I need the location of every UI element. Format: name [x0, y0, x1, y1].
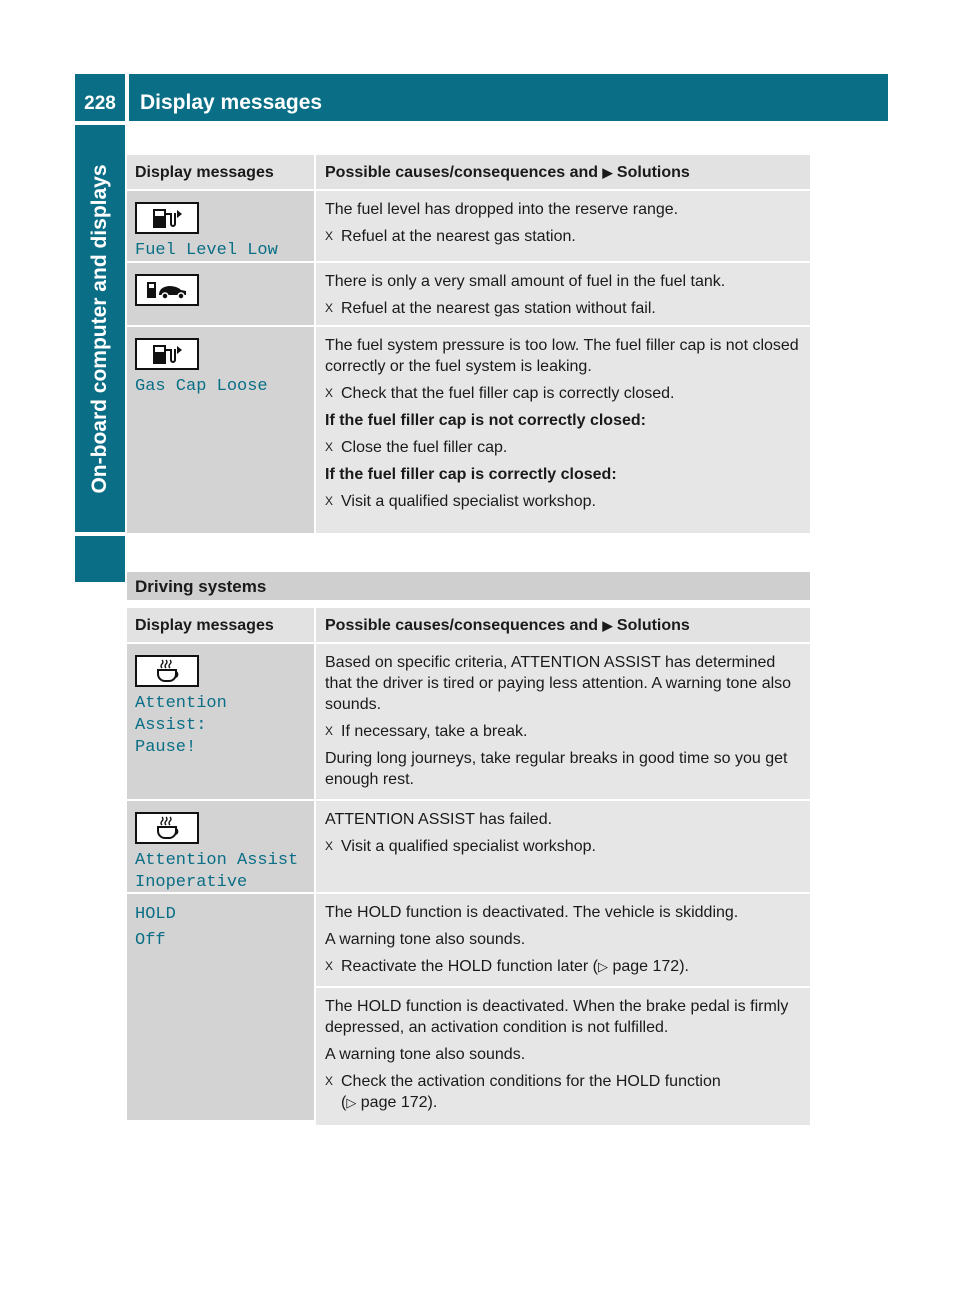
page-reference[interactable]: page 172). — [608, 958, 689, 975]
solution-arrow-icon: ▶ — [602, 165, 613, 180]
display-message: Gas Cap Loose — [135, 377, 268, 396]
solution-cell: There is only a very small amount of fuel in the fuel tank. X Refuel at the nearest gas station without fail. — [314, 263, 810, 325]
section-title: Driving systems — [127, 572, 810, 600]
step-arrow-icon: X — [325, 494, 334, 508]
solution-step: X Reactivate the HOLD function later (▷ page 172). — [325, 958, 689, 975]
side-tab-label: On-board computer and displays — [88, 164, 111, 494]
solution-cell: The fuel level has dropped into the reserve range. X Refuel at the nearest gas station. — [314, 191, 810, 261]
solution-step: X If necessary, take a break. — [325, 723, 528, 740]
step-arrow-icon: X — [325, 959, 334, 973]
step-arrow-icon: X — [325, 386, 334, 400]
display-message: Fuel Level Low — [135, 241, 278, 260]
step-arrow-icon: X — [325, 301, 334, 315]
col-display-messages: Display messages — [135, 164, 274, 181]
table-header — [127, 155, 810, 191]
solution-step: X Visit a qualified specialist workshop. — [325, 493, 596, 510]
coffee-cup-icon — [135, 812, 199, 844]
solution-cell: ATTENTION ASSIST has failed. X Visit a qualified specialist workshop. — [314, 801, 810, 892]
solution-step: X Visit a qualified specialist workshop. — [325, 838, 596, 855]
solution-step: X Refuel at the nearest gas station without fail. — [325, 300, 656, 317]
step-arrow-icon: X — [325, 724, 334, 738]
table-row — [127, 327, 810, 533]
table-row — [127, 263, 810, 327]
page-header — [75, 74, 888, 121]
driving-systems-table — [127, 608, 810, 1120]
col-causes-solutions: Possible causes/consequences and ▶ Solutions — [314, 155, 810, 189]
solution-step: X Check the activation conditions for the HOLD function (▷ page 172). — [325, 1073, 721, 1111]
step-arrow-icon: X — [325, 1074, 334, 1088]
message-cell — [127, 263, 314, 325]
page-title: Display messages — [129, 74, 888, 121]
display-message: Attention Assist — [135, 851, 299, 870]
fuel-pump-icon — [135, 202, 199, 234]
solution-cell: Based on specific criteria, ATTENTION ASSIST has determined that the driver is tired or paying less attention. A warning tone also sounds. X If necessary, take a break. During long journeys, take regular breaks in good time so you get enough rest. — [314, 644, 810, 799]
solution-cell: The fuel system pressure is too low. The fuel filler cap is not closed correctly or the fuel system is leaking. X Check that the fuel filler cap is correctly closed. If the fuel filler cap is not correctly closed: X Close the fuel filler cap. If the fuel filler cap is correctly closed: X Visit a qualified specialist workshop. — [314, 327, 810, 533]
step-arrow-icon: X — [325, 839, 334, 853]
fuel-car-icon — [135, 274, 199, 306]
solution-cell: The HOLD function is deactivated. When the brake pedal is firmly depressed, an activation condition is not fulfilled. A warning tone also sounds. X Check the activation conditions for the HOLD function (▷ page 172). — [314, 988, 810, 1125]
message-cell — [127, 801, 314, 892]
solution-cell: The HOLD function is deactivated. The vehicle is skidding. A warning tone also sounds. X Reactivate the HOLD function later (▷ page 172). — [314, 894, 810, 988]
page-ref-arrow-icon: ▷ — [346, 1095, 357, 1110]
side-tab-marker — [75, 536, 125, 582]
step-arrow-icon: X — [325, 229, 334, 243]
solution-step: X Close the fuel filler cap. — [325, 439, 508, 456]
solution-step: X Check that the fuel filler cap is correctly closed. — [325, 385, 675, 402]
table-row — [127, 191, 810, 263]
display-message: Inoperative — [135, 873, 248, 892]
condition-heading: If the fuel filler cap is not correctly closed: — [325, 412, 646, 429]
col-causes-solutions: Possible causes/consequences and ▶ Solutions — [314, 608, 810, 642]
message-cell — [127, 327, 314, 533]
display-message: Attention Assist: — [135, 694, 227, 735]
fuel-pump-icon — [135, 338, 199, 370]
table-row — [127, 644, 810, 801]
condition-heading: If the fuel filler cap is correctly closed: — [325, 466, 617, 483]
fuel-messages-table — [127, 155, 810, 533]
table-row — [127, 894, 810, 1120]
step-arrow-icon: X — [325, 440, 334, 454]
col-display-messages: Display messages — [135, 617, 274, 634]
table-header — [127, 608, 810, 644]
message-cell — [127, 894, 314, 1120]
solution-arrow-icon: ▶ — [602, 618, 613, 633]
message-cell — [127, 191, 314, 261]
page-number: 228 — [75, 74, 125, 121]
display-message: Off — [135, 931, 166, 950]
message-cell — [127, 644, 314, 799]
display-message: Pause! — [135, 738, 197, 757]
coffee-cup-icon — [135, 655, 199, 687]
solution-step: X Refuel at the nearest gas station. — [325, 228, 576, 245]
page-reference[interactable]: page 172). — [356, 1094, 438, 1111]
solution-column — [314, 894, 810, 1120]
table-row — [127, 801, 810, 894]
display-message: HOLD — [135, 905, 176, 924]
page-ref-arrow-icon: ▷ — [598, 959, 609, 974]
